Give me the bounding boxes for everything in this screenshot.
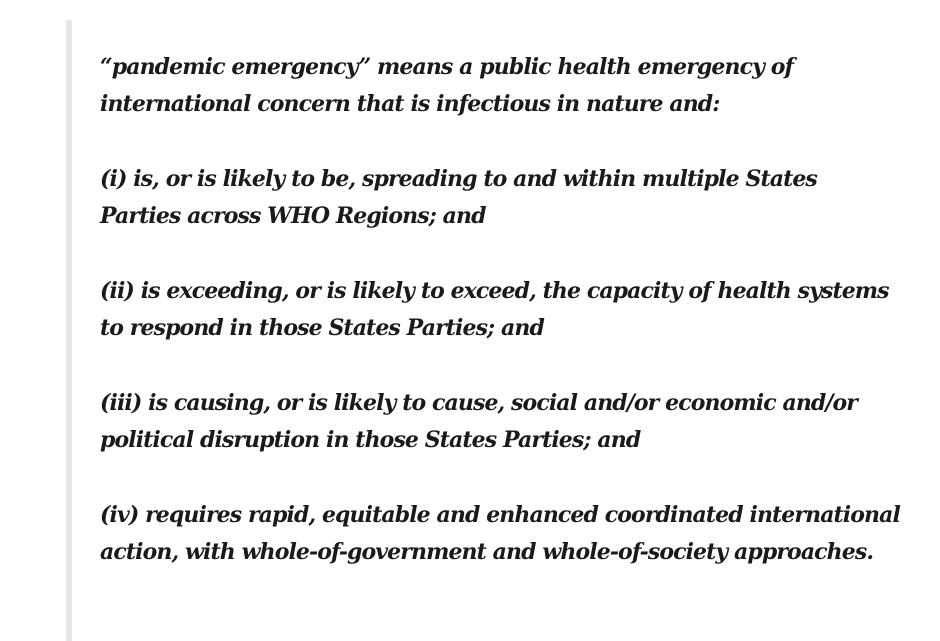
blockquote bbox=[100, 49, 900, 571]
clause-ii-paragraph: (ii) is exceeding, or is likely to exceed, the capacity of health systems to respond in those States Parties; and bbox=[100, 278, 889, 341]
blockquote-bar bbox=[66, 20, 72, 641]
clause-i-paragraph: (i) is, or is likely to be, spreading to and within multiple States Parties across WHO Regions; and bbox=[100, 166, 817, 229]
clause-iv-paragraph: (iv) requires rapid, equitable and enhanced coordinated international action, with whole-of-government and whole-of-society approaches. bbox=[100, 502, 900, 565]
definition-paragraph: “pandemic emergency” means a public health emergency of international concern that is infectious in nature and: bbox=[100, 54, 794, 117]
clause-iii-paragraph: (iii) is causing, or is likely to cause, social and/or economic and/or political disruption in those States Parties; and bbox=[100, 390, 857, 453]
